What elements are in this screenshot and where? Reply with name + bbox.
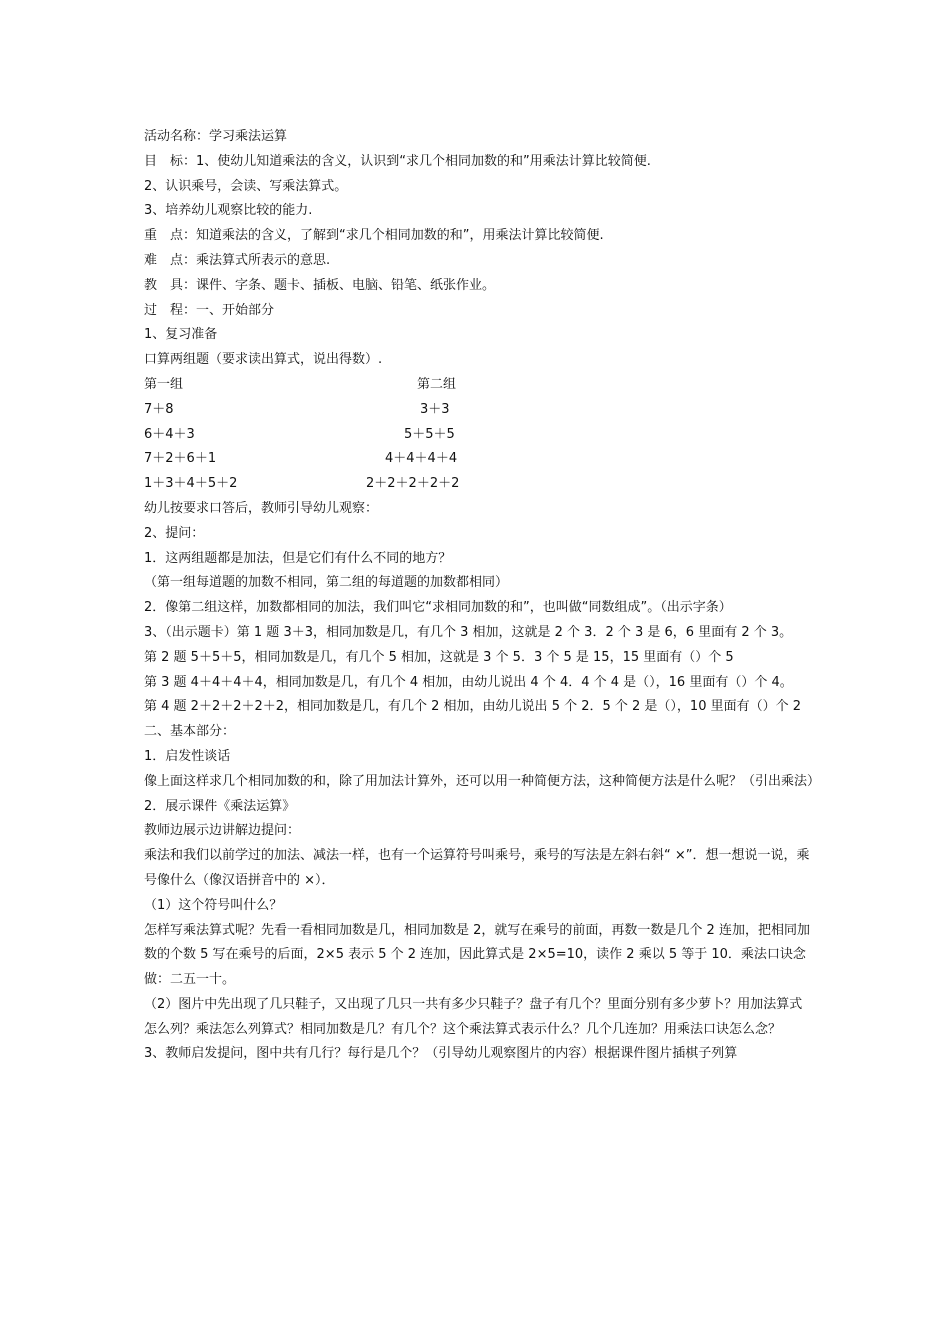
group-1-cell: 6＋4＋3 (144, 426, 195, 442)
question-1: 1．这两组题都是加法，但是它们有什么不同的地方？ (144, 550, 452, 566)
table-row (144, 373, 814, 398)
after-answer: 幼儿按要求口答后，教师引导幼儿观察： (144, 500, 379, 516)
table-row (144, 423, 814, 448)
group-2-cell: 5＋5＋5 (404, 426, 455, 442)
group-2-cell: 3＋3 (420, 401, 450, 417)
goal-1: 目 标：1、使幼儿知道乘法的含义，认识到“求几个相同加数的和”用乘法计算比较简便. (144, 153, 651, 169)
table-row (144, 398, 814, 423)
goal-3: 3、培养幼儿观察比较的能力. (144, 203, 313, 219)
table-row (144, 447, 814, 472)
group-1-header: 第一组 (144, 376, 184, 392)
teacher-line: 教师边展示边讲解边提问： (144, 823, 301, 839)
question-heading: 2、提问： (144, 525, 205, 541)
activity-title: 活动名称：学习乘法运算 (144, 129, 288, 144)
group-1-cell: 1＋3＋4＋5＋2 (144, 476, 238, 492)
group-1-cell: 7＋8 (144, 401, 174, 417)
step-2: （2）图片中先出现了几只鞋子，又出现了几只一共有多少只鞋子？盘子有几个？里面分别有多少萝卜？用加法算式怎么列？乘法怎么列算式？相同加数是几？有几个？这个乘法算式表示什么？几个几连加？用乘法口诀怎么念？ (144, 996, 803, 1037)
goal-2: 2、认识乘号，会读、写乘法算式。 (144, 178, 348, 194)
group-2-header: 第二组 (417, 376, 457, 392)
focus-point: 重 点：知道乘法的含义，了解到“求几个相同加数的和”，用乘法计算比较简便. (144, 228, 604, 244)
step-1: （1）这个符号叫什么？ (144, 897, 283, 913)
step-3: 3、教师启发提问，图中共有几行？每行是几个？（引导幼儿观察图片的内容）根据课件图片插棋子列算 (144, 1046, 738, 1062)
talk-text: 像上面这样求几个相同加数的和，除了用加法计算外，还可以用一种简便方法，这种简便方法是什么呢？（引出乘法） (144, 773, 821, 789)
basic-section-heading: 二、基本部分： (144, 724, 236, 740)
teaching-tools: 教 具：课件、字条、题卡、插板、电脑、铅笔、纸张作业。 (144, 277, 496, 293)
question-3-item-2: 第 2 题 5＋5＋5，相同加数是几，有几个 5 相加，这就是 3 个 5．3 个 5 是 15，15 里面有（）个 5 (144, 649, 734, 665)
group-2-cell: 4＋4＋4＋4 (385, 451, 458, 467)
review-heading: 1、复习准备 (144, 327, 218, 343)
question-3: 3、（出示题卡）第 1 题 3＋3，相同加数是几，有几个 3 相加，这就是 2 个 3．2 个 3 是 6，6 里面有 2 个 3。 (144, 624, 793, 640)
question-3-item-4: 第 4 题 2＋2＋2＋2＋2，相同加数是几，有几个 2 相加，由幼儿说出 5 个 2．5 个 2 是（），10 里面有（）个 2 (144, 699, 802, 715)
talk-heading: 1．启发性谈话 (144, 748, 231, 764)
question-1-answer: （第一组每道题的加数不相同，第二组的每道题的加数都相同） (144, 575, 509, 591)
difficulty-point: 难 点：乘法算式所表示的意思. (144, 252, 331, 268)
group-2-cell: 2＋2＋2＋2＋2 (366, 476, 460, 492)
question-2: 2．像第二组这样，加数都相同的加法，我们叫它“求相同加数的和”，也叫做“同数组成”。（出示字条） (144, 600, 732, 616)
oral-instruction: 口算两组题（要求读出算式，说出得数）. (144, 352, 383, 368)
group-1-cell: 7＋2＋6＋1 (144, 451, 217, 467)
show-heading: 2．展示课件《乘法运算》 (144, 798, 296, 814)
document-page (144, 125, 821, 1067)
process-heading: 过 程：一、开始部分 (144, 302, 275, 318)
step-1-text: 怎样写乘法算式呢？先看一看相同加数是几，相同加数是 2，就写在乘号的前面，再数一数是几个 2 连加，把相同加数的个数 5 写在乘号的后面，2×5 表示 5 个 2 连加，因此算式是 2×5=10，读作 2 乘以 5 等于 10．乘法口诀念做：二五一十。 (144, 922, 810, 988)
table-row (144, 472, 814, 497)
explain-text: 乘法和我们以前学过的加法、减法一样，也有一个运算符号叫乘号，乘号的写法是左斜右斜“ ×”．想一想说一说，乘号像什么（像汉语拼音中的 ×）． (144, 848, 810, 888)
question-3-item-3: 第 3 题 4＋4＋4＋4，相同加数是几，有几个 4 相加，由幼儿说出 4 个 4．4 个 4 是（），16 里面有（）个 4。 (144, 674, 793, 690)
